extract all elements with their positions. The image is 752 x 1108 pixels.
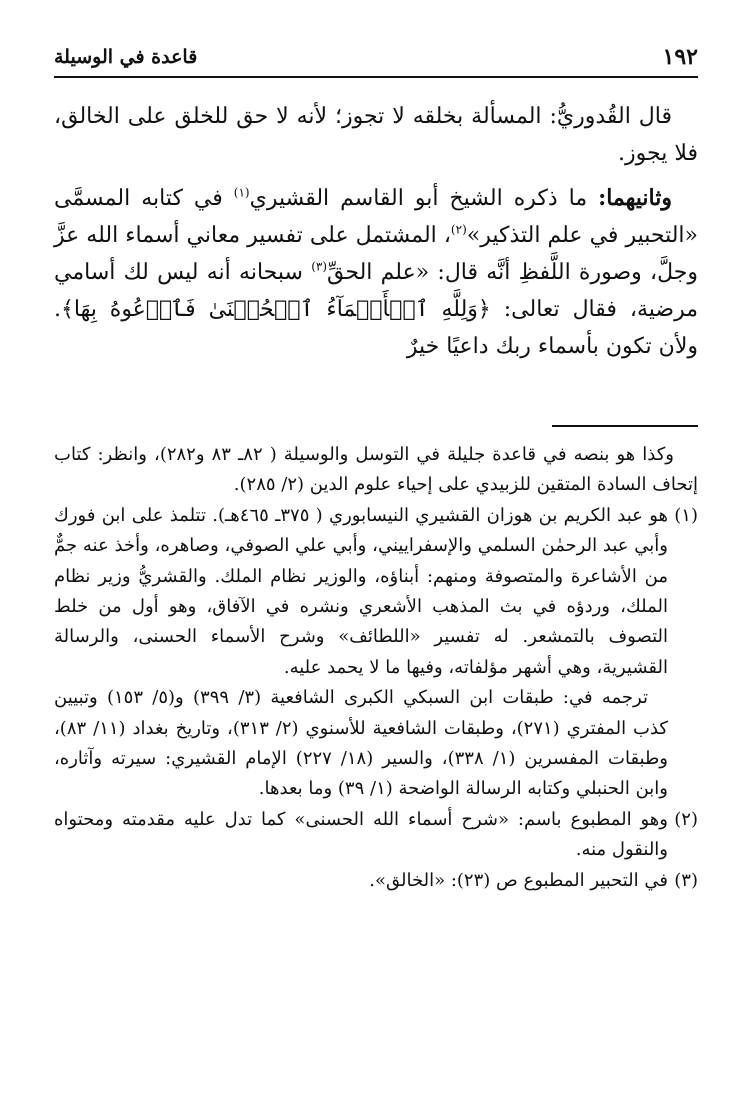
paragraph-text: سبحانه أنه ليس لك أسامي مرضية، فقال تعالى: ﴿وَلِلَّهِ ٱلۡأَسۡمَآءُ ٱلۡحُسۡنَىٰ فَٱدۡعُوهُ بِهَا﴾. ولأن تكون بأسماء ربك داعيًا خيرٌ	[54, 260, 698, 359]
footnote-3	[54, 866, 698, 896]
footnote-sources: ترجمه في: طبقات ابن السبكي الكبرى الشافعية (٣/ ٣٩٩) و(٥/ ١٥٣) وتبيين كذب المفتري (٢٧١)، وطبقات الشافعية للأسنوي (٢/ ٣١٣)، وتاريخ بغداد (١١/ ٨٣)، وطبقات المفسرين (١/ ٣٣٨)، والسير (١٨/ ٢٢٧) الإمام القشيري: سيرته وآثاره، وابن الحنبلي وكتابه الرسالة الواضحة (١/ ٣٩) وما بعدها.	[54, 687, 668, 800]
paragraph-lead: وثانيهما:	[598, 185, 672, 211]
paragraph-text: ما ذكره الشيخ أبو القاسم القشيري	[249, 186, 599, 211]
paragraph-text: في كتابه المسمَّى «التحبير في علم التذكير»	[54, 186, 698, 248]
footnote-ref-3[interactable]: (٣)	[311, 259, 328, 274]
paragraph-2	[54, 180, 698, 365]
paragraph-1: قال القُدوريُّ: المسألة بخلقه لا تجوز؛ لأنه لا حق للخلق على الخالق، فلا يجوز.	[54, 104, 698, 166]
footnote-ref-2[interactable]: (٢)	[450, 222, 467, 237]
paragraph-text: ، المشتمل على تفسير معاني أسماء الله عزَّ وجلَّ، وصورة اللَّفظِ أنَّه قال: «علم الحقِّ	[54, 223, 698, 285]
main-text	[54, 98, 698, 373]
footnote-text: هو عبد الكريم بن هوزان القشيري النيسابوري ( ٣٧٥ـ ٤٦٥هـ). تتلمذ على ابن فورك وأبي عبد الرحمٰن السلمي والإسفراييني، وأبي علي الصوفي، وصاهره، وأخذ عنه جمٌّ من الأشاعرة والمتصوفة ومنهم: أبناؤه، والوزير نظام الملك. والقشريُّ وزير نظام الملك، وردؤه في بث المذهب الأشعري ونشره في الآفاق، وهو أول من خلط التصوف بالتمشعر. له تفسير «اللطائف» وشرح الأسماء الحسنى، والرسالة القشيرية، وهي أشهر مؤلفاته، وفيها ما لا يحمد عليه.	[54, 504, 668, 678]
footnote-2	[54, 805, 698, 866]
footnote-number: (٣)	[674, 869, 698, 891]
footnote-number: (٢)	[674, 808, 698, 830]
footnote-1	[54, 501, 698, 805]
footnote-number: (١)	[674, 504, 698, 526]
running-header	[54, 36, 698, 78]
footnote-ref-1[interactable]: (١)	[233, 185, 250, 200]
footnotes	[54, 440, 698, 896]
footnote-continuation: وكذا هو بنصه في قاعدة جليلة في التوسل والوسيلة ( ٨٢ـ ٨٣ و٢٨٢)، وانظر: كتاب إتحاف السادة المتقين للزبيدي على إحياء علوم الدين (٢/ ٢٨٥).	[54, 444, 698, 496]
footnote-text: في التحبير المطبوع ص (٢٣): «الخالق».	[369, 869, 668, 891]
running-title: قاعدة في الوسيلة	[54, 46, 198, 68]
footnote-text: وهو المطبوع باسم: «شرح أسماء الله الحسنى» كما تدل عليه مقدمته ومحتواه والنقول منه.	[54, 808, 668, 861]
footnote-separator	[552, 425, 698, 427]
page-number: ١٩٢	[662, 44, 698, 70]
